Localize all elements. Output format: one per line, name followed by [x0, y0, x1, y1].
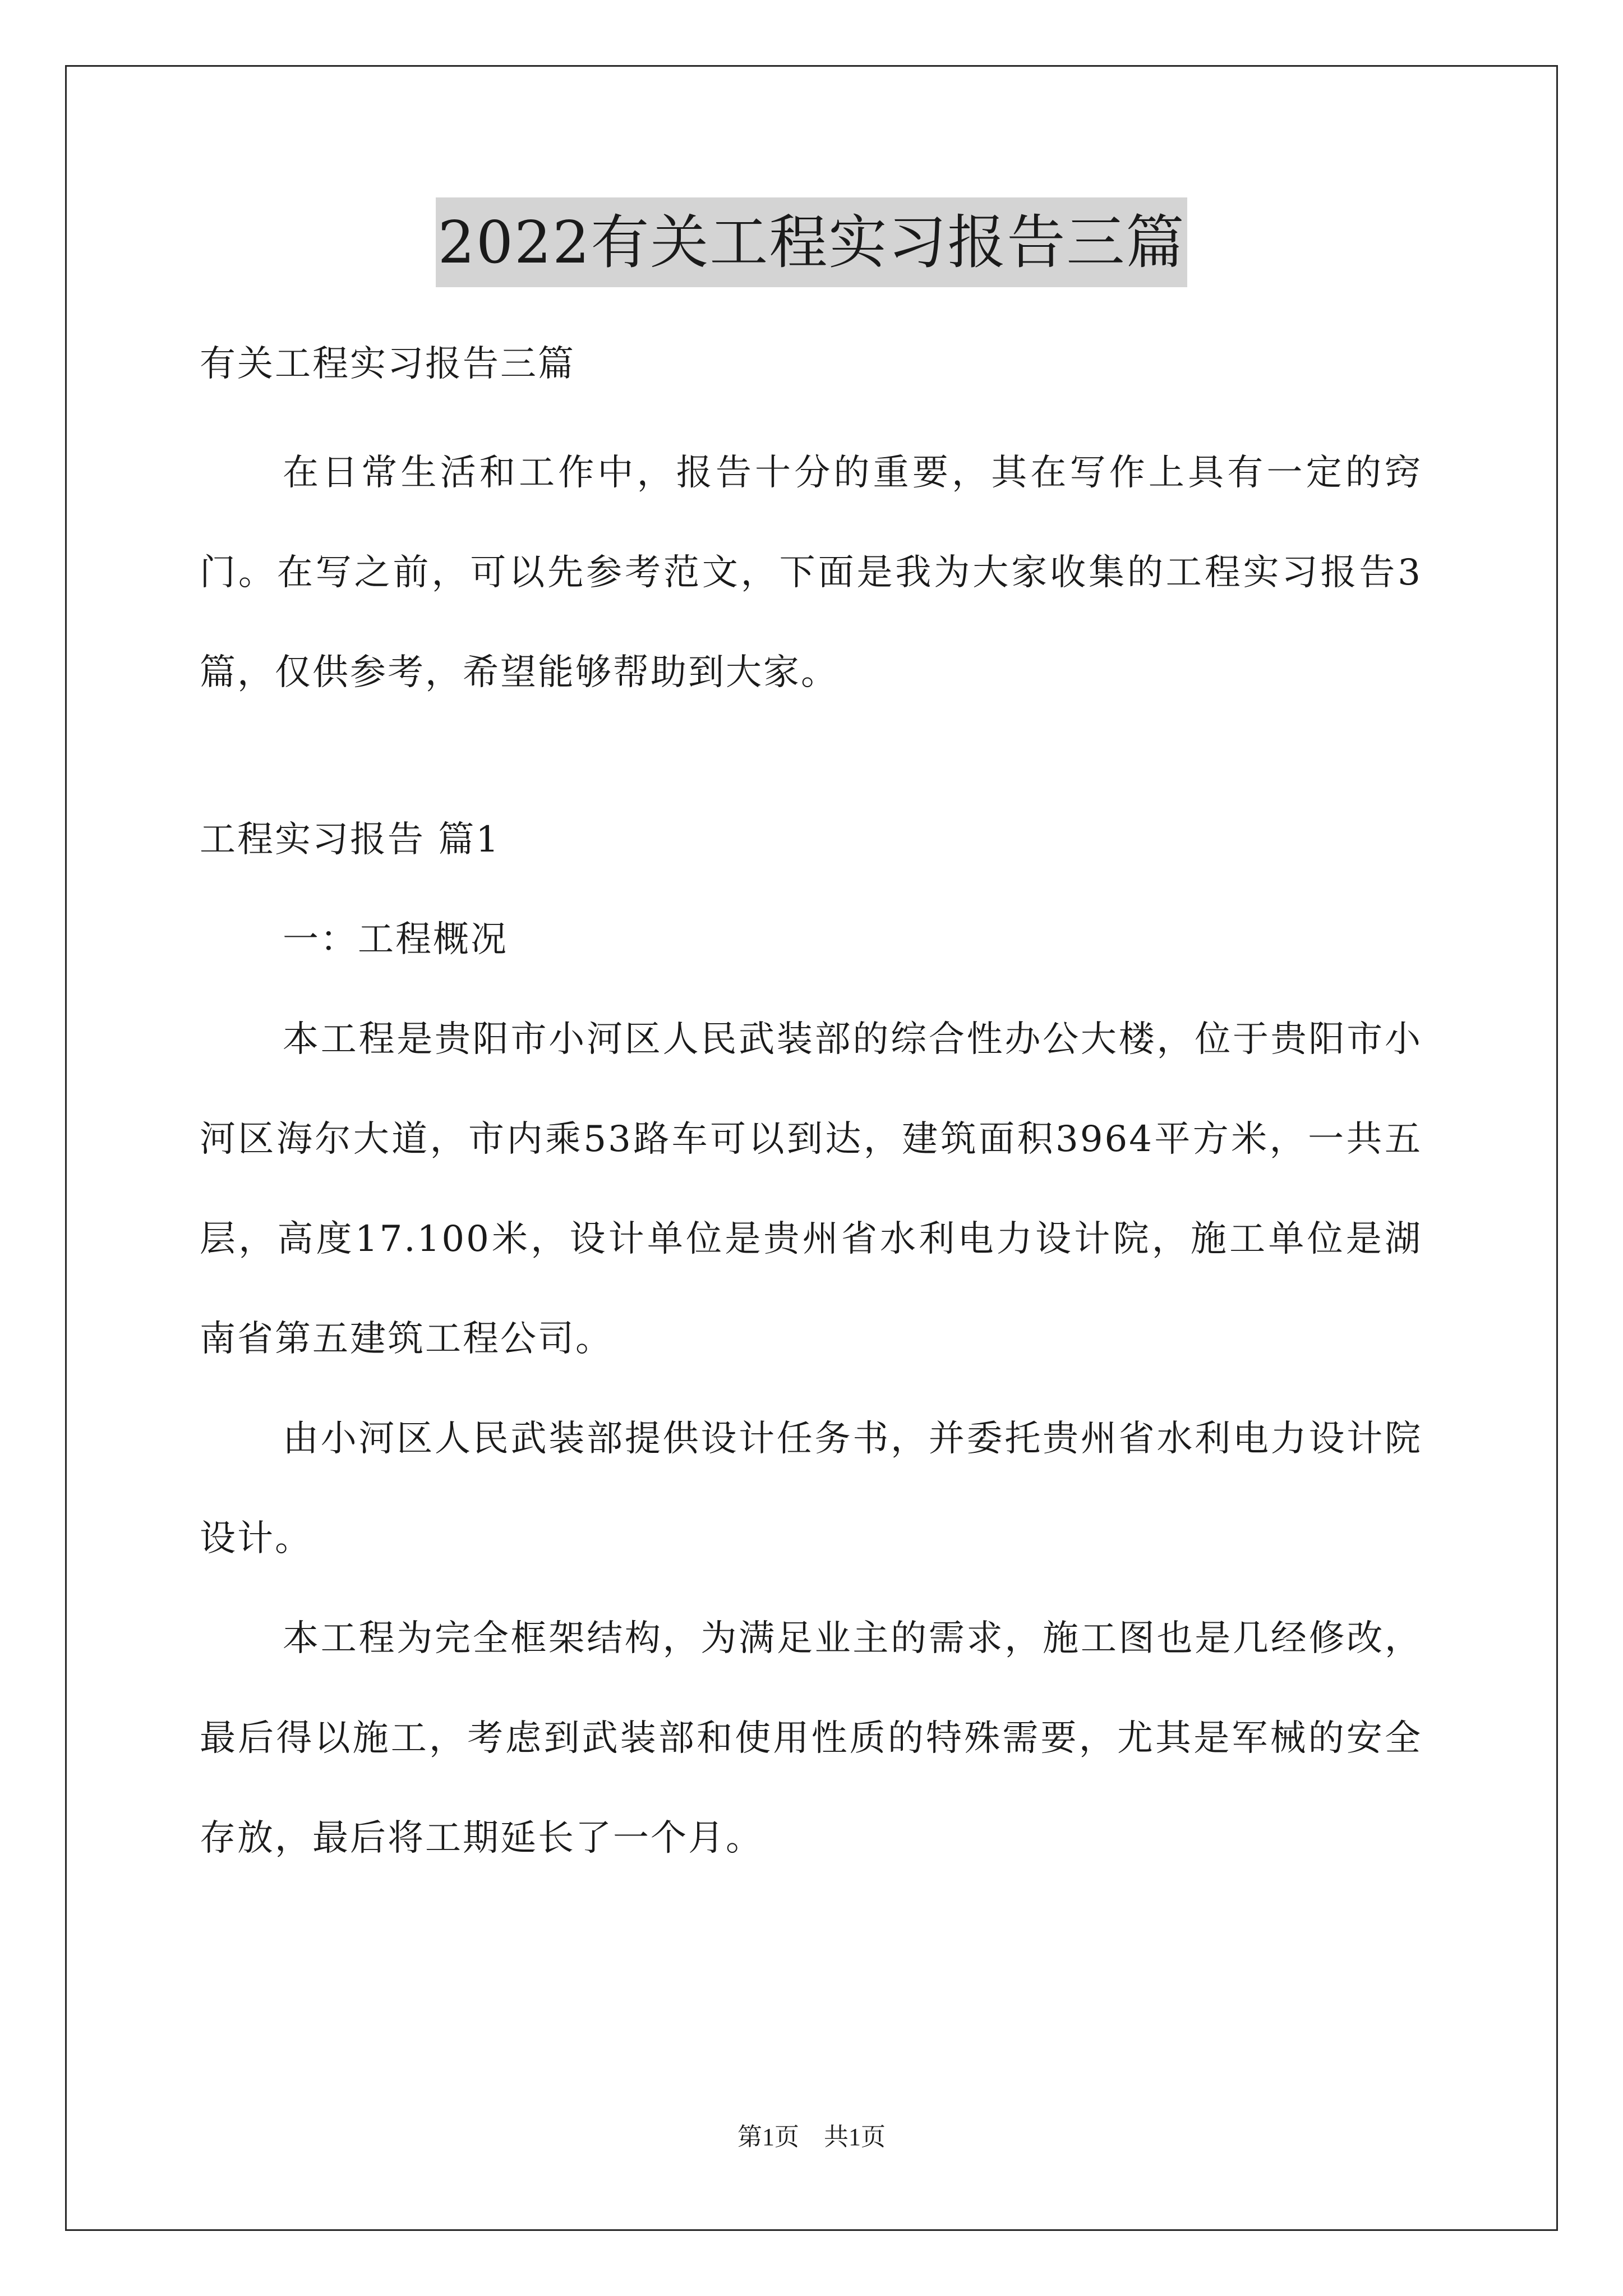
title-container [0, 197, 1623, 287]
document-title: 2022有关工程实习报告三篇 [436, 197, 1188, 287]
subsection-heading: 一：工程概况 [283, 919, 508, 960]
document-subtitle: 有关工程实习报告三篇 [200, 343, 575, 385]
section-heading: 工程实习报告 篇1 [200, 819, 501, 861]
page-footer: 第1页 共1页 [737, 2123, 886, 2151]
document-body [200, 314, 1422, 1888]
body-paragraph: 本工程为完全框架结构，为满足业主的需求，施工图也是几经修改，最后得以施工，考虑到武装部和使用性质的特殊需要，尤其是军械的安全存放，最后将工期延长了一个月。 [200, 1618, 1422, 1859]
intro-paragraph: 在日常生活和工作中，报告十分的重要，其在写作上具有一定的窍门。在写之前，可以先参考范文，下面是我为大家收集的工程实习报告3篇，仅供参考，希望能够帮助到大家。 [200, 452, 1422, 693]
body-paragraph: 由小河区人民武装部提供设计任务书，并委托贵州省水利电力设计院设计。 [200, 1418, 1422, 1559]
body-paragraph: 本工程是贵阳市小河区人民武装部的综合性办公大楼，位于贵阳市小河区海尔大道，市内乘53路车可以到达，建筑面积3964平方米，一共五层，高度17.100米，设计单位是贵州省水利电力设计院，施工单位是湖南省第五建筑工程公司。 [200, 1019, 1422, 1360]
